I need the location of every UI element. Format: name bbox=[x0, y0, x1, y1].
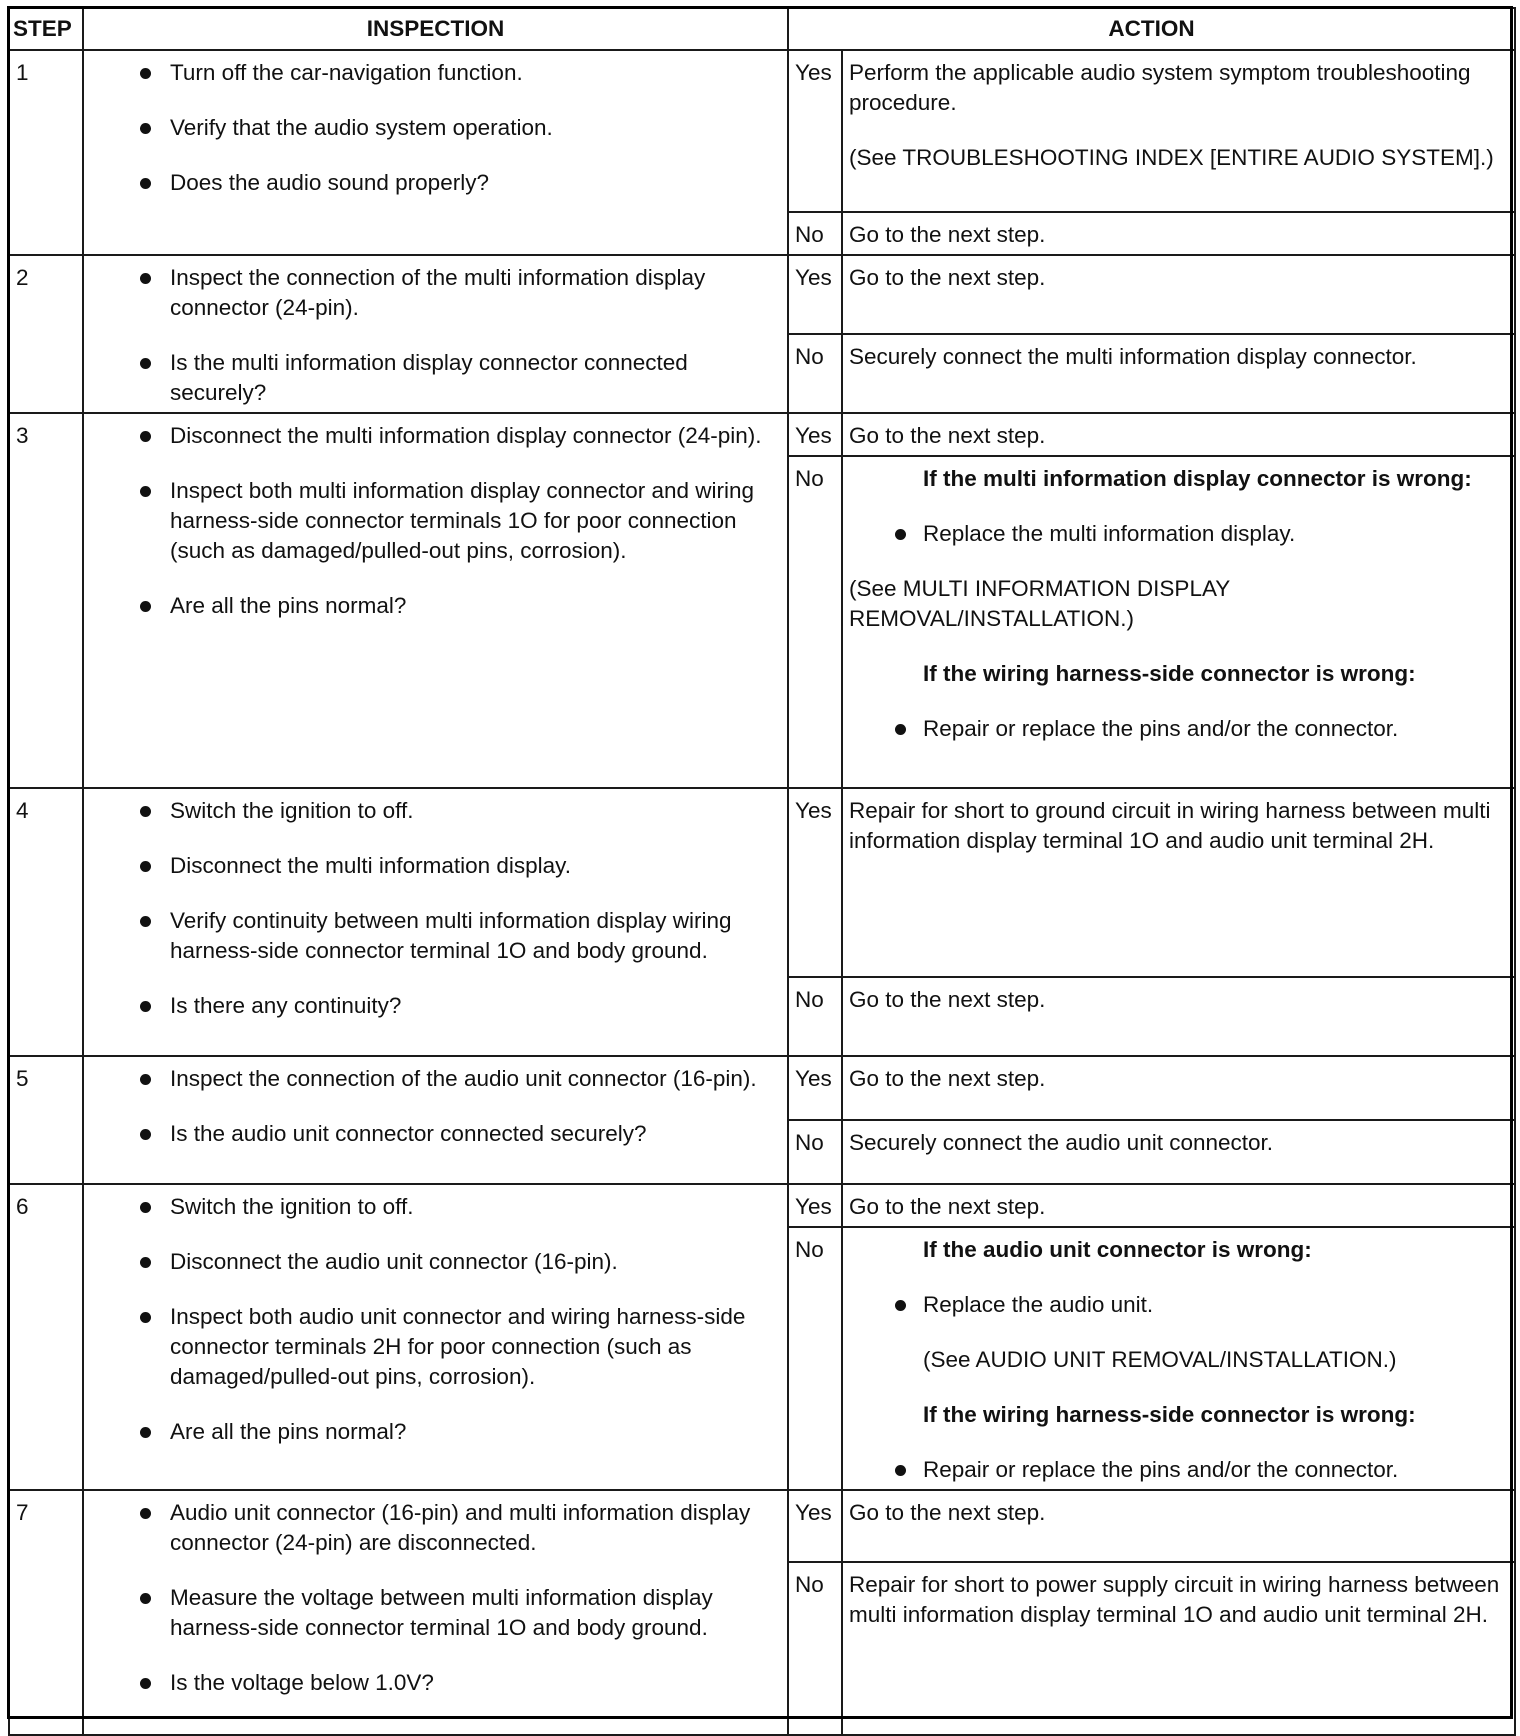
inspection-cell bbox=[83, 1184, 788, 1490]
action-text: Repair or replace the pins and/or the connector. bbox=[923, 1457, 1399, 1482]
action-text: If the audio unit connector is wrong: bbox=[923, 1237, 1312, 1262]
no-action-cell bbox=[842, 456, 1515, 788]
inspection-text: Does the audio sound properly? bbox=[170, 170, 489, 195]
bullet-icon bbox=[140, 601, 151, 612]
step-number: 1 bbox=[9, 50, 83, 255]
no-label: No bbox=[788, 977, 842, 1056]
no-label: No bbox=[788, 212, 842, 255]
no-action-cell bbox=[842, 1562, 1515, 1735]
bullet-icon bbox=[140, 1001, 151, 1012]
action-text bbox=[849, 1570, 1510, 1630]
header-row bbox=[9, 8, 1515, 50]
inspection-text: Is the audio unit connector connected securely? bbox=[170, 1121, 647, 1146]
inspection-text: Switch the ignition to off. bbox=[170, 1194, 414, 1219]
step-row-5-yes bbox=[9, 1056, 1515, 1120]
inspection-cell bbox=[83, 1490, 788, 1735]
inspection-list bbox=[90, 58, 783, 198]
inspection-text: Is the voltage below 1.0V? bbox=[170, 1670, 434, 1695]
inspection-text: Turn off the car-navigation function. bbox=[170, 60, 523, 85]
yes-label: Yes bbox=[788, 1056, 842, 1120]
inspection-cell bbox=[83, 1056, 788, 1184]
action-text: Replace the audio unit. bbox=[923, 1292, 1154, 1317]
action-bullet bbox=[849, 1455, 1510, 1485]
inspection-item bbox=[90, 421, 783, 451]
action-text: Go to the next step. bbox=[849, 1066, 1046, 1091]
action-text: (See AUDIO UNIT REMOVAL/INSTALLATION.) bbox=[923, 1347, 1397, 1372]
no-label: No bbox=[788, 456, 842, 788]
inspection-item bbox=[90, 263, 783, 323]
inspection-text: Inspect the connection of the audio unit connector (16-pin). bbox=[170, 1066, 757, 1091]
bullet-icon bbox=[140, 1593, 151, 1604]
action-text: Securely connect the audio unit connector. bbox=[849, 1130, 1274, 1155]
inspection-text: Disconnect the multi information display connector (24-pin). bbox=[170, 423, 762, 448]
action-bullet bbox=[849, 519, 1510, 549]
bullet-icon bbox=[140, 1074, 151, 1085]
step-row-6-yes bbox=[9, 1184, 1515, 1227]
inspection-list bbox=[90, 421, 783, 621]
action-text bbox=[849, 342, 1510, 372]
action-text bbox=[849, 985, 1510, 1015]
yes-action-cell bbox=[842, 1490, 1515, 1562]
action-text: If the multi information display connector is wrong: bbox=[923, 466, 1472, 491]
bullet-icon bbox=[895, 724, 906, 735]
yes-label: Yes bbox=[788, 50, 842, 212]
no-label: No bbox=[788, 1562, 842, 1735]
inspection-item bbox=[90, 1302, 783, 1392]
action-text: (See MULTI INFORMATION DISPLAY REMOVAL/INSTALLATION.) bbox=[849, 576, 1230, 631]
action-bold bbox=[849, 659, 1510, 689]
yes-action-cell bbox=[842, 1056, 1515, 1120]
bullet-icon bbox=[140, 273, 151, 284]
bullet-icon bbox=[140, 1129, 151, 1140]
yes-label: Yes bbox=[788, 255, 842, 334]
bullet-icon bbox=[140, 1257, 151, 1268]
inspection-text: Switch the ignition to off. bbox=[170, 798, 414, 823]
no-action-cell bbox=[842, 212, 1515, 255]
action-text bbox=[849, 220, 1510, 250]
action-text: Repair for short to ground circuit in wiring harness between multi information display terminal 1O and audio unit terminal 2H. bbox=[849, 798, 1491, 853]
action-bold bbox=[849, 1400, 1510, 1430]
inspection-item bbox=[90, 1583, 783, 1643]
action-text bbox=[849, 1064, 1510, 1094]
action-text: Go to the next step. bbox=[849, 222, 1046, 247]
step-row-1-yes bbox=[9, 50, 1515, 212]
inspection-text: Verify that the audio system operation. bbox=[170, 115, 553, 140]
no-label: No bbox=[788, 334, 842, 413]
inspection-item bbox=[90, 1247, 783, 1277]
action-bold bbox=[849, 1235, 1510, 1265]
action-text bbox=[849, 574, 1510, 634]
yes-action-cell bbox=[842, 788, 1515, 977]
action-text: Replace the multi information display. bbox=[923, 521, 1296, 546]
inspection-item bbox=[90, 58, 783, 88]
action-text: Repair for short to power supply circuit in wiring harness between multi information display terminal 1O and audio unit terminal 2H. bbox=[849, 1572, 1500, 1627]
inspection-text: Measure the voltage between multi information display harness-side connector terminal 1O and body ground. bbox=[170, 1585, 713, 1640]
inspection-item bbox=[90, 1064, 783, 1094]
inspection-text: Disconnect the multi information display. bbox=[170, 853, 572, 878]
action-text bbox=[849, 1498, 1510, 1528]
bullet-icon bbox=[140, 431, 151, 442]
action-text bbox=[849, 1192, 1510, 1222]
inspection-cell bbox=[83, 788, 788, 1056]
bullet-icon bbox=[140, 1678, 151, 1689]
action-text bbox=[849, 796, 1510, 856]
action-text: Securely connect the multi information display connector. bbox=[849, 344, 1417, 369]
bullet-icon bbox=[140, 916, 151, 927]
bullet-icon bbox=[895, 1465, 906, 1476]
action-text bbox=[849, 421, 1510, 451]
bullet-icon bbox=[895, 529, 906, 540]
inspection-item bbox=[90, 1498, 783, 1558]
inspection-text: Inspect both multi information display connector and wiring harness-side connector terminals 1O for poor connection (such as damaged/pulled-out pins, corrosion). bbox=[170, 478, 755, 563]
bullet-icon bbox=[140, 486, 151, 497]
step-number: 6 bbox=[9, 1184, 83, 1490]
step-header: STEP bbox=[9, 8, 83, 50]
step-row-4-yes bbox=[9, 788, 1515, 977]
inspection-list bbox=[90, 263, 783, 408]
action-text: Go to the next step. bbox=[849, 265, 1046, 290]
action-text: If the wiring harness-side connector is wrong: bbox=[923, 1402, 1416, 1427]
yes-label: Yes bbox=[788, 413, 842, 456]
troubleshooting-table bbox=[8, 7, 1516, 1736]
yes-label: Yes bbox=[788, 1490, 842, 1562]
no-label: No bbox=[788, 1227, 842, 1490]
inspection-item bbox=[90, 113, 783, 143]
action-text: Go to the next step. bbox=[849, 1194, 1046, 1219]
inspection-item bbox=[90, 1119, 783, 1149]
action-text: Perform the applicable audio system symptom troubleshooting procedure. bbox=[849, 60, 1471, 115]
inspection-text: Inspect the connection of the multi information display connector (24-pin). bbox=[170, 265, 706, 320]
step-number: 4 bbox=[9, 788, 83, 1056]
bullet-icon bbox=[140, 806, 151, 817]
yes-action-cell bbox=[842, 1184, 1515, 1227]
bullet-icon bbox=[140, 1202, 151, 1213]
action-indent bbox=[849, 1345, 1510, 1375]
yes-label: Yes bbox=[788, 788, 842, 977]
inspection-item bbox=[90, 1192, 783, 1222]
no-action-cell bbox=[842, 977, 1515, 1056]
inspection-item bbox=[90, 168, 783, 198]
inspection-cell bbox=[83, 50, 788, 255]
inspection-cell bbox=[83, 255, 788, 413]
inspection-item bbox=[90, 348, 783, 408]
inspection-text: Disconnect the audio unit connector (16-pin). bbox=[170, 1249, 618, 1274]
inspection-text: Are all the pins normal? bbox=[170, 1419, 407, 1444]
inspection-text: Audio unit connector (16-pin) and multi information display connector (24-pin) are disconnected. bbox=[170, 1500, 751, 1555]
inspection-text: Is there any continuity? bbox=[170, 993, 402, 1018]
inspection-list bbox=[90, 1192, 783, 1447]
step-number: 5 bbox=[9, 1056, 83, 1184]
action-text: Repair or replace the pins and/or the connector. bbox=[923, 716, 1399, 741]
inspection-list bbox=[90, 1498, 783, 1698]
action-text bbox=[849, 1128, 1510, 1158]
inspection-item bbox=[90, 851, 783, 881]
step-number: 7 bbox=[9, 1490, 83, 1735]
action-text: Go to the next step. bbox=[849, 1500, 1046, 1525]
no-label: No bbox=[788, 1120, 842, 1184]
yes-action-cell bbox=[842, 50, 1515, 212]
no-action-cell bbox=[842, 334, 1515, 413]
bullet-icon bbox=[895, 1300, 906, 1311]
action-header: ACTION bbox=[788, 8, 1515, 50]
no-action-cell bbox=[842, 1120, 1515, 1184]
inspection-text: Inspect both audio unit connector and wiring harness-side connector terminals 2H for poor connection (such as damaged/pulled-out pins, corrosion). bbox=[170, 1304, 746, 1389]
bullet-icon bbox=[140, 1427, 151, 1438]
action-text: Go to the next step. bbox=[849, 987, 1046, 1012]
inspection-item bbox=[90, 591, 783, 621]
step-row-7-yes bbox=[9, 1490, 1515, 1562]
step-number: 2 bbox=[9, 255, 83, 413]
bullet-icon bbox=[140, 178, 151, 189]
action-text bbox=[849, 143, 1510, 173]
yes-action-cell bbox=[842, 413, 1515, 456]
step-row-2-yes bbox=[9, 255, 1515, 334]
bullet-icon bbox=[140, 1312, 151, 1323]
inspection-list bbox=[90, 796, 783, 1021]
yes-action-cell bbox=[842, 255, 1515, 334]
action-text: (See TROUBLESHOOTING INDEX [ENTIRE AUDIO SYSTEM].) bbox=[849, 145, 1494, 170]
yes-label: Yes bbox=[788, 1184, 842, 1227]
inspection-text: Is the multi information display connector connected securely? bbox=[170, 350, 688, 405]
bullet-icon bbox=[140, 1508, 151, 1519]
inspection-item bbox=[90, 991, 783, 1021]
inspection-header: INSPECTION bbox=[83, 8, 788, 50]
step-row-3-yes bbox=[9, 413, 1515, 456]
no-action-cell bbox=[842, 1227, 1515, 1490]
inspection-text: Are all the pins normal? bbox=[170, 593, 407, 618]
action-text: If the wiring harness-side connector is wrong: bbox=[923, 661, 1416, 686]
bullet-icon bbox=[140, 358, 151, 369]
step-number: 3 bbox=[9, 413, 83, 788]
inspection-item bbox=[90, 1417, 783, 1447]
action-text bbox=[849, 58, 1510, 118]
inspection-item bbox=[90, 796, 783, 826]
action-text bbox=[849, 263, 1510, 293]
action-bullet bbox=[849, 714, 1510, 744]
action-bullet bbox=[849, 1290, 1510, 1320]
inspection-item bbox=[90, 906, 783, 966]
inspection-list bbox=[90, 1064, 783, 1149]
action-bold bbox=[849, 464, 1510, 494]
inspection-cell bbox=[83, 413, 788, 788]
bullet-icon bbox=[140, 123, 151, 134]
inspection-item bbox=[90, 1668, 783, 1698]
action-text: Go to the next step. bbox=[849, 423, 1046, 448]
bullet-icon bbox=[140, 68, 151, 79]
bullet-icon bbox=[140, 861, 151, 872]
inspection-text: Verify continuity between multi information display wiring harness-side connector terminal 1O and body ground. bbox=[170, 908, 732, 963]
inspection-item bbox=[90, 476, 783, 566]
